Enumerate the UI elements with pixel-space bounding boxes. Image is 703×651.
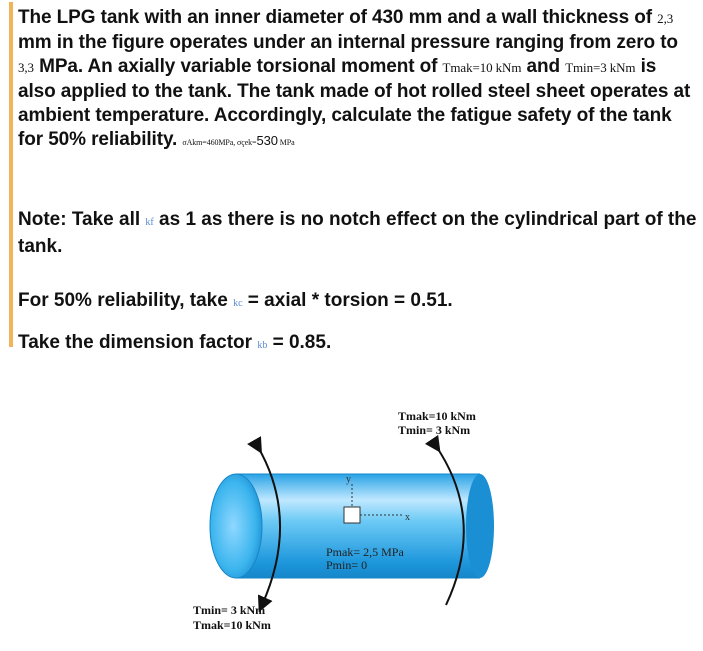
problem-text-4: is also applied to the tank. The tank made of hot rolled steel sheet operates at ambient temperature. Accordingly, calculate the fatigue safety of the tank for 50% reliability. <box>18 56 691 150</box>
pmax-label: Pmak= 2,5 MPa <box>326 545 404 559</box>
tank-end-cap <box>210 474 262 578</box>
problem-text-3: MPa. An axially variable torsional moment of <box>33 56 443 77</box>
highlight-bar <box>9 2 13 347</box>
axis-x-label: x <box>405 512 410 523</box>
left-tmax-label: Tmak=10 kNm <box>193 618 271 632</box>
right-tmax-label: Tmak=10 kNm <box>398 409 476 423</box>
tmin-inline: Tmin=3 kNm <box>565 60 636 75</box>
kf-symbol: kf <box>145 217 154 228</box>
problem-statement <box>18 6 698 155</box>
reliability-text-1: For 50% reliability, take <box>18 290 234 311</box>
problem-text-2: mm in the figure operates under an internal pressure ranging from zero to <box>18 32 678 53</box>
sigma-unit: MPa <box>277 138 295 147</box>
sigma-akma: σAkm=460MPa, σçek= <box>182 138 257 147</box>
stress-element <box>344 507 360 523</box>
kb-symbol: kb <box>257 340 268 351</box>
reliability-line <box>18 289 453 316</box>
dimension-line <box>18 331 331 358</box>
sigma-cek-value: 530 <box>256 133 278 148</box>
dimension-text-1: Take the dimension factor <box>18 332 258 353</box>
note-text-1: Note: Take all <box>18 209 146 230</box>
tank-figure <box>0 380 703 651</box>
pmin-label: Pmin= 0 <box>326 558 368 572</box>
left-tmin-label: Tmin= 3 kNm <box>193 603 266 617</box>
right-tmin-label: Tmin= 3 kNm <box>398 423 471 437</box>
problem-text-1: The LPG tank with an inner diameter of 430 mm and a wall thickness of <box>18 7 658 28</box>
note-paragraph <box>18 208 698 259</box>
kc-symbol: kc <box>233 298 243 309</box>
thickness-value: 2,3 <box>657 11 674 26</box>
pressure-value: 3,3 <box>18 60 34 75</box>
note-text-2: as 1 as there is no notch effect on the cylindrical part of the tank. <box>18 209 697 257</box>
tmax-inline: Tmak=10 kNm <box>442 60 522 75</box>
and-text: and <box>521 56 566 77</box>
axis-y-label: y <box>346 474 351 485</box>
dimension-text-2: = 0.85. <box>267 332 332 353</box>
reliability-text-2: = axial * torsion = 0.51. <box>242 290 453 311</box>
